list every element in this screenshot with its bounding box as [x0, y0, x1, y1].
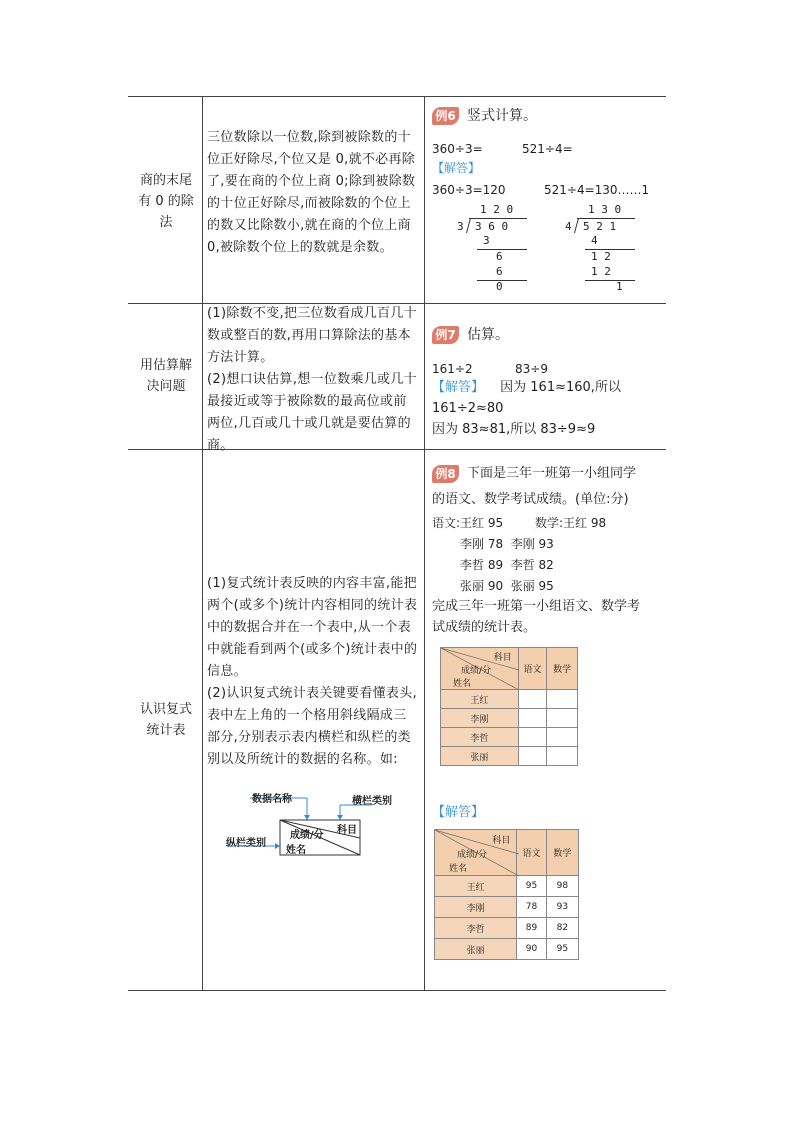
score-cell: 98: [546, 876, 578, 897]
division-bar: [469, 218, 527, 219]
score-entry: 李哲 89: [460, 558, 504, 572]
score-entry: 张丽 90: [460, 579, 504, 593]
empty-cell[interactable]: [547, 728, 578, 747]
topic-line: 用估算解: [139, 358, 192, 373]
table-bottom-border: [128, 990, 666, 991]
scores-row: [432, 534, 606, 555]
division-step: 1: [616, 280, 623, 293]
score-entry: 李哲 82: [510, 558, 554, 572]
score-cell: 95: [546, 939, 578, 960]
long-division-2: [563, 203, 643, 295]
empty-cell[interactable]: [547, 709, 578, 728]
division-step: 1 2: [591, 265, 611, 278]
topic-line: 认识复式: [139, 702, 192, 717]
empty-cell[interactable]: [547, 690, 578, 709]
table-top-border: [128, 96, 666, 97]
example6-result2: 521÷4=130……1: [544, 183, 650, 197]
name-cell: 李哲: [435, 918, 517, 939]
description-paragraph: (1)复式统计表反映的内容丰富,能把两个(或多个)统计内容相同的统计表中的数据合并在一个表中,从一个表中就能看到两个(或多个)统计表中的信息。: [207, 576, 418, 679]
table-header-cell: [441, 648, 519, 690]
score-cell: 78: [517, 897, 546, 918]
header-subject: 科目: [492, 836, 511, 846]
header-chinese: 语文: [517, 830, 546, 876]
scores-row: [432, 555, 606, 576]
example7-problem1: 161÷2: [432, 362, 473, 376]
division-bracket: [574, 218, 579, 233]
example6-problem1: 360÷3=: [432, 142, 483, 156]
cell-name: 姓名: [286, 845, 306, 856]
cell-score: 成绩/分: [290, 830, 324, 841]
division-quotient: 1 2 0: [480, 203, 514, 216]
division-step: 6: [496, 250, 503, 263]
division-step: 3: [483, 234, 490, 247]
division-quotient: 1 3 0: [588, 203, 622, 216]
division-divisor: 3: [457, 220, 464, 233]
example6-header: [432, 107, 537, 125]
example7-answer: [432, 378, 621, 398]
score-cell: 95: [517, 876, 546, 897]
name-cell: 李哲: [441, 728, 519, 747]
math-label: 数学:: [534, 516, 564, 530]
example7-line3: 因为 83≈81,所以 83÷9≈9: [432, 422, 596, 437]
name-cell: 李刚: [435, 897, 517, 918]
topic-line: 法: [159, 215, 173, 230]
division-step: 1 2: [591, 250, 611, 263]
description-paragraph: (1)除数不变,把三位数看成几百几十数或整百的数,再用口算除法的基本方法计算。: [207, 306, 417, 365]
name-cell: 王红: [441, 690, 519, 709]
header-chinese: 语文: [518, 648, 547, 690]
header-math: 数学: [546, 830, 578, 876]
answer-stats-table: [434, 829, 579, 960]
long-division-1: [455, 203, 535, 295]
score-entry: 李刚 93: [510, 537, 554, 551]
example-badge: 例8: [432, 465, 459, 483]
row3-topic: [130, 699, 202, 741]
division-bar: [577, 218, 635, 219]
example8-task-line2: 试成绩的统计表。: [432, 620, 537, 635]
example-badge: 例7: [432, 326, 459, 344]
col-divider-1: [202, 96, 203, 991]
example7-answer-label: 【解答】: [432, 380, 485, 395]
example8-header: [432, 464, 636, 484]
division-bracket: [466, 218, 471, 233]
score-entry: 王红 95: [460, 516, 504, 530]
header-subject: 科目: [493, 653, 512, 663]
example7-line2: 161÷2≈80: [432, 401, 504, 416]
example8-task-line1: 完成三年一班第一小组语文、数学考: [432, 599, 641, 614]
scores-row: [432, 513, 606, 534]
example-title: 估算。: [467, 327, 509, 343]
example6-result1: 360÷3=120: [432, 183, 506, 197]
description-paragraph: (2)认识复式统计表关键要看懂表头,表中左上角的一个格用斜线隔成三部分,分别表示表内横栏和纵栏的类别以及所统计的数据的名称。如:: [207, 686, 417, 767]
empty-cell[interactable]: [518, 690, 547, 709]
score-entry: 李刚 78: [460, 537, 504, 551]
scores-row: [432, 576, 606, 597]
header-name: 姓名: [453, 679, 472, 689]
example8-title-line1: 下面是三年一班第一小组同学: [467, 466, 637, 481]
division-step: 4: [591, 234, 598, 247]
example6-answer-label: 【解答】: [432, 161, 481, 175]
header-score: 成绩/分: [461, 666, 492, 676]
col-divider-2: [424, 96, 425, 991]
score-cell: 82: [546, 918, 578, 939]
example-title: 竖式计算。: [467, 108, 537, 124]
name-cell: 张丽: [441, 747, 519, 766]
score-cell: 90: [517, 939, 546, 960]
division-dividend: 5 2 1: [583, 220, 617, 233]
division-step: 6: [496, 265, 503, 278]
empty-cell[interactable]: [518, 709, 547, 728]
header-score: 成绩/分: [457, 850, 488, 860]
score-entry: 张丽 95: [510, 579, 554, 593]
division-line: [585, 280, 635, 281]
example7-header: [432, 326, 509, 344]
example6-problem2: 521÷4=: [522, 142, 573, 156]
header-name: 姓名: [449, 864, 468, 874]
example-badge: 例6: [432, 107, 459, 125]
topic-line: 决问题: [146, 379, 186, 394]
data-name-label: 数据名称: [252, 794, 292, 805]
division-step: 0: [496, 280, 503, 293]
score-cell: 93: [546, 897, 578, 918]
example8-title-line2: 的语文、数学考试成绩。(单位:分): [432, 492, 629, 507]
description-paragraph: (2)想口诀估算,想一位数乘几或几十最接近或等于被除数的最高位或前两位,几百或几十或几就是要估算的商。: [207, 372, 417, 453]
row2-topic: [130, 355, 202, 397]
example7-problem2: 83÷9: [515, 362, 548, 376]
division-dividend: 3 6 0: [475, 220, 509, 233]
row1-topic: [130, 170, 202, 233]
example8-answer-label: 【解答】: [432, 805, 485, 820]
empty-cell[interactable]: [518, 728, 547, 747]
header-math: 数学: [547, 648, 578, 690]
score-entry: 王红 98: [563, 516, 607, 530]
row3-description: [207, 573, 419, 771]
name-cell: 李刚: [441, 709, 519, 728]
empty-cell[interactable]: [518, 747, 547, 766]
row1-description: 三位数除以一位数,除到被除数的十位正好除尽,个位又是 0,就不必再除了,要在商的个位上商 0;除到被除数的十位正好除尽,而被除数的个位上的数又比除数小,就在商的个位上商 0,被除数个位上的数就是余数。: [207, 130, 416, 255]
example7-line1: 因为 161≈160,所以: [500, 380, 621, 395]
row2-description: [207, 303, 419, 457]
name-cell: 张丽: [435, 939, 517, 960]
table-header-cell: [435, 830, 517, 876]
table-header-diagram: [222, 788, 412, 863]
column-category-label: 纵栏类别: [226, 838, 266, 849]
topic-line: 有 0 的除: [138, 194, 194, 209]
topic-line: 商的末尾: [139, 173, 192, 188]
blank-stats-table: [440, 647, 578, 766]
example8-scores: [432, 513, 606, 597]
score-cell: 89: [517, 918, 546, 939]
name-cell: 王红: [435, 876, 517, 897]
empty-cell[interactable]: [547, 747, 578, 766]
row-category-label: 横栏类别: [352, 796, 392, 807]
topic-line: 统计表: [146, 723, 186, 738]
division-divisor: 4: [565, 220, 572, 233]
cell-subject: 科目: [337, 825, 357, 836]
chinese-label: 语文:: [432, 516, 461, 530]
